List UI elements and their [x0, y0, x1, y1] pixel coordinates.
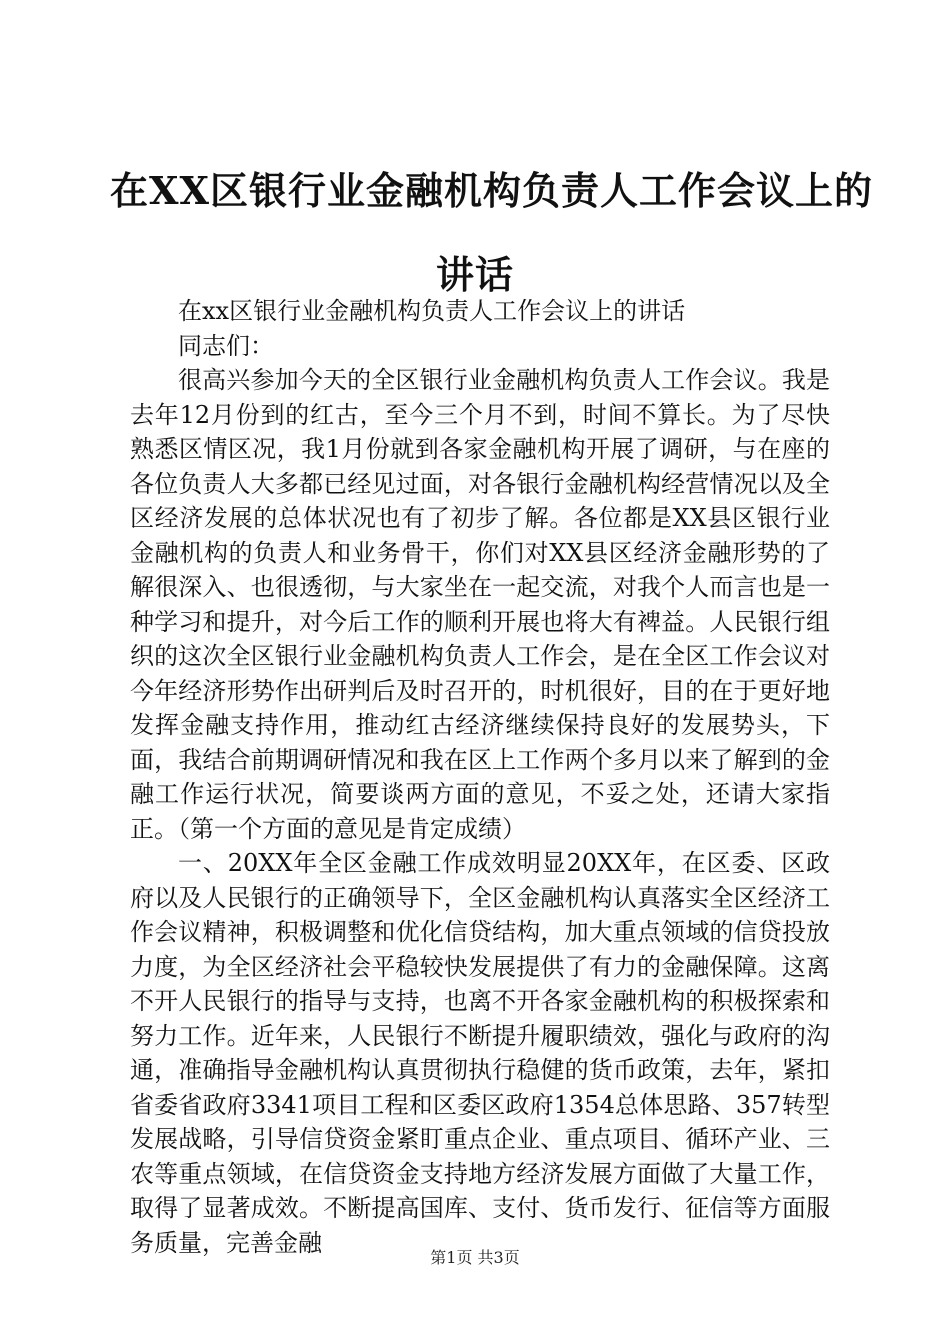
- body-paragraph: 很高兴参加今天的全区银行业金融机构负责人工作会议。我是去年12月份到的红古，至今三个月不到，时间不算长。为了尽快熟悉区情区况，我1月份就到各家金融机构开展了调研，与在座的各位负责人大多都已经见过面，对各银行金融机构经营情况以及全区经济发展的总体状况也有了初步了解。各位都是XX县区银行业金融机构的负责人和业务骨干，你们对XX县区经济金融形势的了解很深入、也很透彻，与大家坐在一起交流，对我个人而言也是一种学习和提升，对今后工作的顺利开展也将大有裨益。人民银行组织的这次全区银行业金融机构负责人工作会，是在全区工作会议对今年经济形势作出研判后及时召开的，时机很好，目的在于更好地发挥金融支持作用，推动红古经济继续保持良好的发展势头，下面，我结合前期调研情况和我在区上工作两个多月以来了解到的金融工作运行状况，简要谈两方面的意见，不妥之处，还请大家指正。（第一个方面的意见是肯定成绩）: [130, 366, 830, 843]
- page-footer: [0, 1245, 950, 1268]
- page-number: 第1页 共3页: [430, 1248, 520, 1267]
- document-title-line-1: 在XX区银行业金融机构负责人工作会议上的: [110, 168, 873, 213]
- salutation-paragraph: 同志们：: [178, 331, 274, 360]
- subtitle-paragraph: 在xx区银行业金融机构负责人工作会议上的讲话: [178, 297, 686, 325]
- document-body: [130, 294, 830, 1260]
- document-title-line-2: 讲话: [435, 252, 514, 297]
- body-paragraph: 一、20XX年全区金融工作成效明显20XX年，在区委、区政府以及人民银行的正确领导下，全区金融机构认真落实全区经济工作会议精神，积极调整和优化信贷结构，加大重点领域的信贷投放力度，为全区经济社会平稳较快发展提供了有力的金融保障。这离不开人民银行的指导与支持，也离不开各家金融机构的积极探索和努力工作。近年来，人民银行不断提升履职绩效，强化与政府的沟通，准确指导金融机构认真贯彻执行稳健的货币政策，去年，紧扣省委省政府3341项目工程和区委区政府1354总体思路、357转型发展战略，引导信贷资金紧盯重点企业、重点项目、循环产业、三农等重点领域，在信贷资金支持地方经济发展方面做了大量工作，取得了显著成效。不断提高国库、支付、货币发行、征信等方面服务质量，完善金融: [130, 849, 830, 1257]
